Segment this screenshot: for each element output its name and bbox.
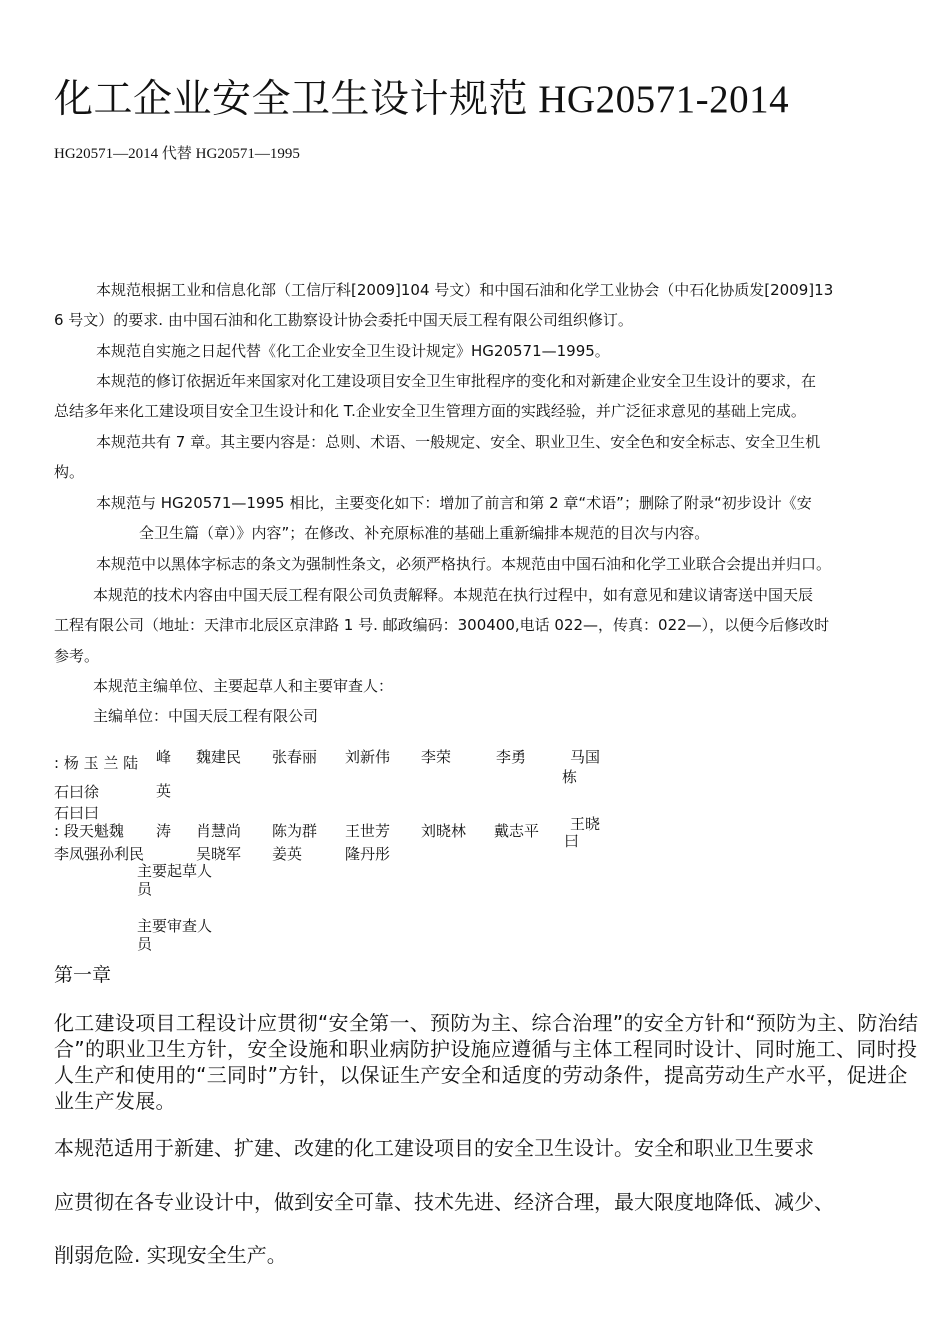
reviewer-name-7: 戴志平 [494, 822, 540, 840]
title-code: HG20571-2014 [528, 78, 790, 121]
drafter-name-6: 李荣 [421, 748, 452, 766]
drafter-name-5: 刘新伟 [345, 748, 391, 766]
preface-p4-line2: 构。 [54, 463, 85, 481]
drafter-name-7: 李勇 [496, 748, 527, 766]
reviewer-name-1: : 段天魁魏 [54, 822, 124, 840]
preface-p1-line1: 本规范根据工业和信息化部（工信厅科[2009]104 号文）和中国石油和化学工业协会（中石化协质发[2009]13 [96, 281, 834, 299]
reviewer-name-2: 涛 [156, 822, 172, 840]
drafter-name-4: 张春丽 [272, 748, 318, 766]
preface-p2: 本规范自实施之日起代替《化工企业安全卫生设计规定》HG20571—1995。 [96, 342, 610, 360]
drafter-name-10: 英 [156, 782, 172, 800]
preface-p3-line1: 本规范的修订依据近年来国家对化工建设项目安全卫生审批程序的变化和对新建企业安全卫生设计的要求，在 [96, 372, 817, 390]
preface-p7-line2: 工程有限公司（地址：天津市北辰区京津路 1 号. 邮政编码：300400,电话 022—，传真：022—），以便今后修改时 [54, 616, 830, 634]
drafter-name-8a: 马国 [570, 748, 601, 766]
preface-p5-line1: 本规范与 HG20571—1995 相比，主要变化如下：增加了前言和第 2 章“术语”；删除了附录“初步设计《安 [96, 494, 812, 512]
label-drafters-cont: 员 [137, 880, 153, 898]
drafter-name-8b: 栋 [562, 768, 578, 786]
drafter-name-2: 峰 [156, 748, 172, 766]
title-chinese: 化工企业安全卫生设计规范 [54, 77, 529, 122]
preface-p8: 本规范主编单位、主要起草人和主要审查人： [93, 677, 394, 695]
chapter-heading: 第一章 [54, 964, 112, 986]
drafter-name-3: 魏建民 [196, 748, 242, 766]
reviewer-name-3: 肖慧尚 [196, 822, 242, 840]
reviewer-name-12: 隆丹彤 [345, 845, 391, 863]
reviewer-name-5: 王世芳 [345, 822, 391, 840]
label-reviewers: 主要审查人 [137, 917, 213, 935]
reviewer-name-6: 刘晓林 [421, 822, 467, 840]
reviewer-name-4: 陈为群 [272, 822, 318, 840]
document-title [54, 68, 789, 124]
preface-p4-line1: 本规范共有 7 章。其主要内容是：总则、术语、一般规定、安全、职业卫生、安全色和安全标志、安全卫生机 [96, 433, 821, 451]
chapter-paragraph-2-line3: 削弱危险. 实现安全生产。 [54, 1243, 287, 1267]
drafter-name-9: 石曰徐 [54, 783, 100, 801]
preface-p9: 主编单位：中国天辰工程有限公司 [93, 707, 319, 725]
chapter-paragraph-2-line2: 应贯彻在各专业设计中，做到安全可靠、技术先进、经济合理，最大限度地降低、减少、 [54, 1190, 834, 1214]
reviewer-name-10: 吴晓军 [196, 845, 242, 863]
preface-p6: 本规范中以黑体字标志的条文为强制性条文，必须严格执行。本规范由中国石油和化学工业联合会提出并归口。 [96, 555, 832, 573]
document-subtitle: HG20571—2014 代替 HG20571—1995 [54, 146, 300, 162]
drafter-name-cut: 石曰曰 [54, 804, 100, 822]
preface-p5-line2: 全卫生篇（章）》内容”；在修改、补充原标准的基础上重新编排本规范的目次与内容。 [139, 524, 710, 542]
reviewer-name-11: 姜英 [272, 845, 303, 863]
reviewer-name-8a: 王晓 [570, 815, 601, 833]
preface-p7-line1: 本规范的技术内容由中国天辰工程有限公司负责解释。本规范在执行过程中，如有意见和建议请寄送中国天辰 [93, 586, 814, 604]
reviewer-name-8b: 曰 [564, 832, 580, 850]
preface-p7-line3: 参考。 [54, 647, 100, 665]
chapter-paragraph-2-line1: 本规范适用于新建、扩建、改建的化工建设项目的安全卫生设计。安全和职业卫生要求 [54, 1136, 814, 1160]
drafter-name-1: : 杨 玉 兰 陆 [54, 754, 139, 772]
reviewer-name-9: 李凤强孙利民 [54, 845, 145, 863]
chapter-paragraph-1: 化工建设项目工程设计应贯彻“安全第一、预防为主、综合治理”的安全方针和“预防为主、防治结合”的职业卫生方针，安全设施和职业病防护设施应遵循与主体工程同时设计、同时施工、同时投人生产和使用的“三同时”方针，以保证生产安全和适度的劳动条件，提高劳动生产水平，促进企业生产发展。 [54, 1011, 919, 1113]
preface-p3-line2: 总结多年来化工建设项目安全卫生设计和化 T.企业安全卫生管理方面的实践经验，并广泛征求意见的基础上完成。 [54, 402, 806, 420]
label-drafters: 主要起草人 [137, 862, 213, 880]
preface-p1-line2: 6 号文）的要求. 由中国石油和化工勘察设计协会委托中国天辰工程有限公司组织修订。 [54, 311, 633, 329]
label-reviewers-cont: 员 [137, 935, 153, 953]
